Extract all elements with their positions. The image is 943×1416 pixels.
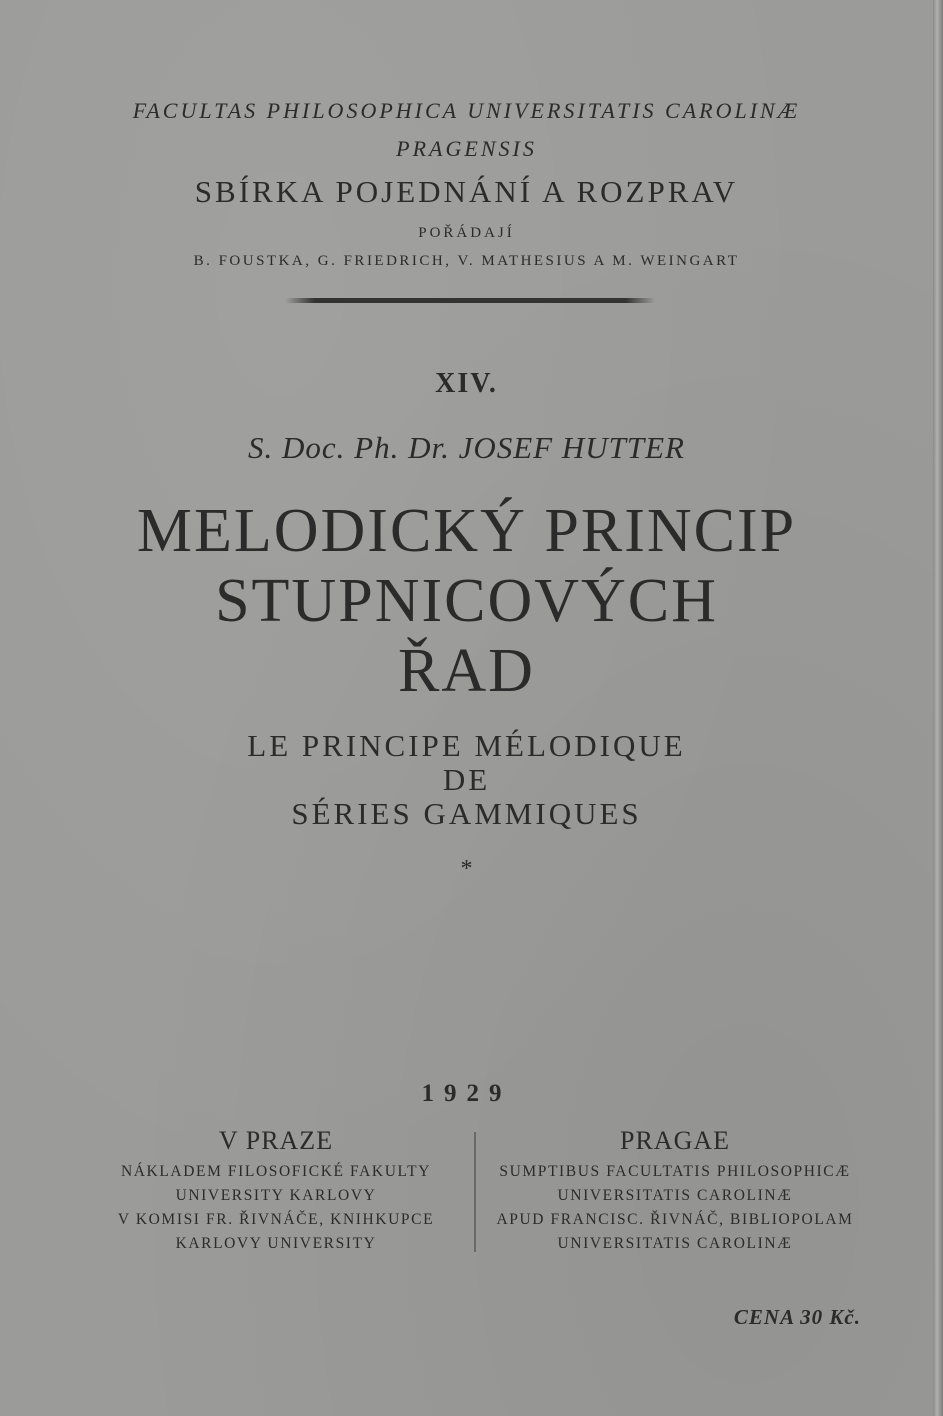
imprint-czech-line: UNIVERSITY KARLOVY — [175, 1187, 377, 1204]
imprint-czech-city: V PRAZE — [218, 1126, 334, 1155]
divider-rule — [285, 298, 655, 303]
publication-year: 1929 — [421, 1080, 512, 1107]
imprint-latin-line: APUD FRANCISC. ŘIVNÁČ, BIBLIOPOLAM — [496, 1211, 854, 1228]
imprint-divider — [474, 1132, 476, 1252]
book-title-line2: STUPNICOVÝCH — [215, 567, 718, 635]
volume-number: XIV. — [435, 368, 498, 399]
subtitle-line3: SÉRIES GAMMIQUES — [291, 796, 642, 831]
series-latin-title: FACULTAS PHILOSOPHICA UNIVERSITATIS CAROLINÆ — [132, 98, 801, 123]
price-label: CENA 30 Kč. — [733, 1305, 861, 1329]
imprint-latin-city: PRAGAE — [619, 1126, 730, 1155]
series-latin-title-line2: PRAGENSIS — [396, 136, 537, 161]
subtitle-line1: LE PRINCIPE MÉLODIQUE — [247, 728, 686, 763]
imprint-latin-line: SUMPTIBUS FACULTATIS PHILOSOPHICÆ — [499, 1163, 851, 1180]
imprint-latin-line: UNIVERSITATIS CAROLINÆ — [557, 1235, 793, 1252]
book-title-line1: MELODICKÝ PRINCIP — [136, 497, 797, 565]
imprint-latin-line: UNIVERSITATIS CAROLINÆ — [557, 1187, 793, 1204]
editors-list: B. FOUSTKA, G. FRIEDRICH, V. MATHESIUS A M. WEINGART — [193, 253, 740, 269]
imprint-czech-line: NÁKLADEM FILOSOFICKÉ FAKULTY — [120, 1163, 432, 1180]
subtitle-line2: DE — [442, 762, 491, 797]
editors-label: POŘÁDAJÍ — [418, 225, 515, 241]
page-edge — [933, 0, 943, 1416]
book-title-line3: ŘAD — [398, 637, 535, 705]
imprint-czech — [80, 1126, 472, 1256]
series-czech-title: SBÍRKA POJEDNÁNÍ A ROZPRAV — [194, 174, 739, 209]
author-name: S. Doc. Ph. Dr. JOSEF HUTTER — [248, 430, 685, 465]
imprint-czech-line: KARLOVY UNIVERSITY — [175, 1235, 377, 1252]
imprint-czech-line: V KOMISI FR. ŘIVNÁČE, KNIHKUPCE — [117, 1211, 435, 1228]
imprint-latin — [482, 1126, 868, 1256]
asterism-ornament: * — [460, 856, 473, 882]
